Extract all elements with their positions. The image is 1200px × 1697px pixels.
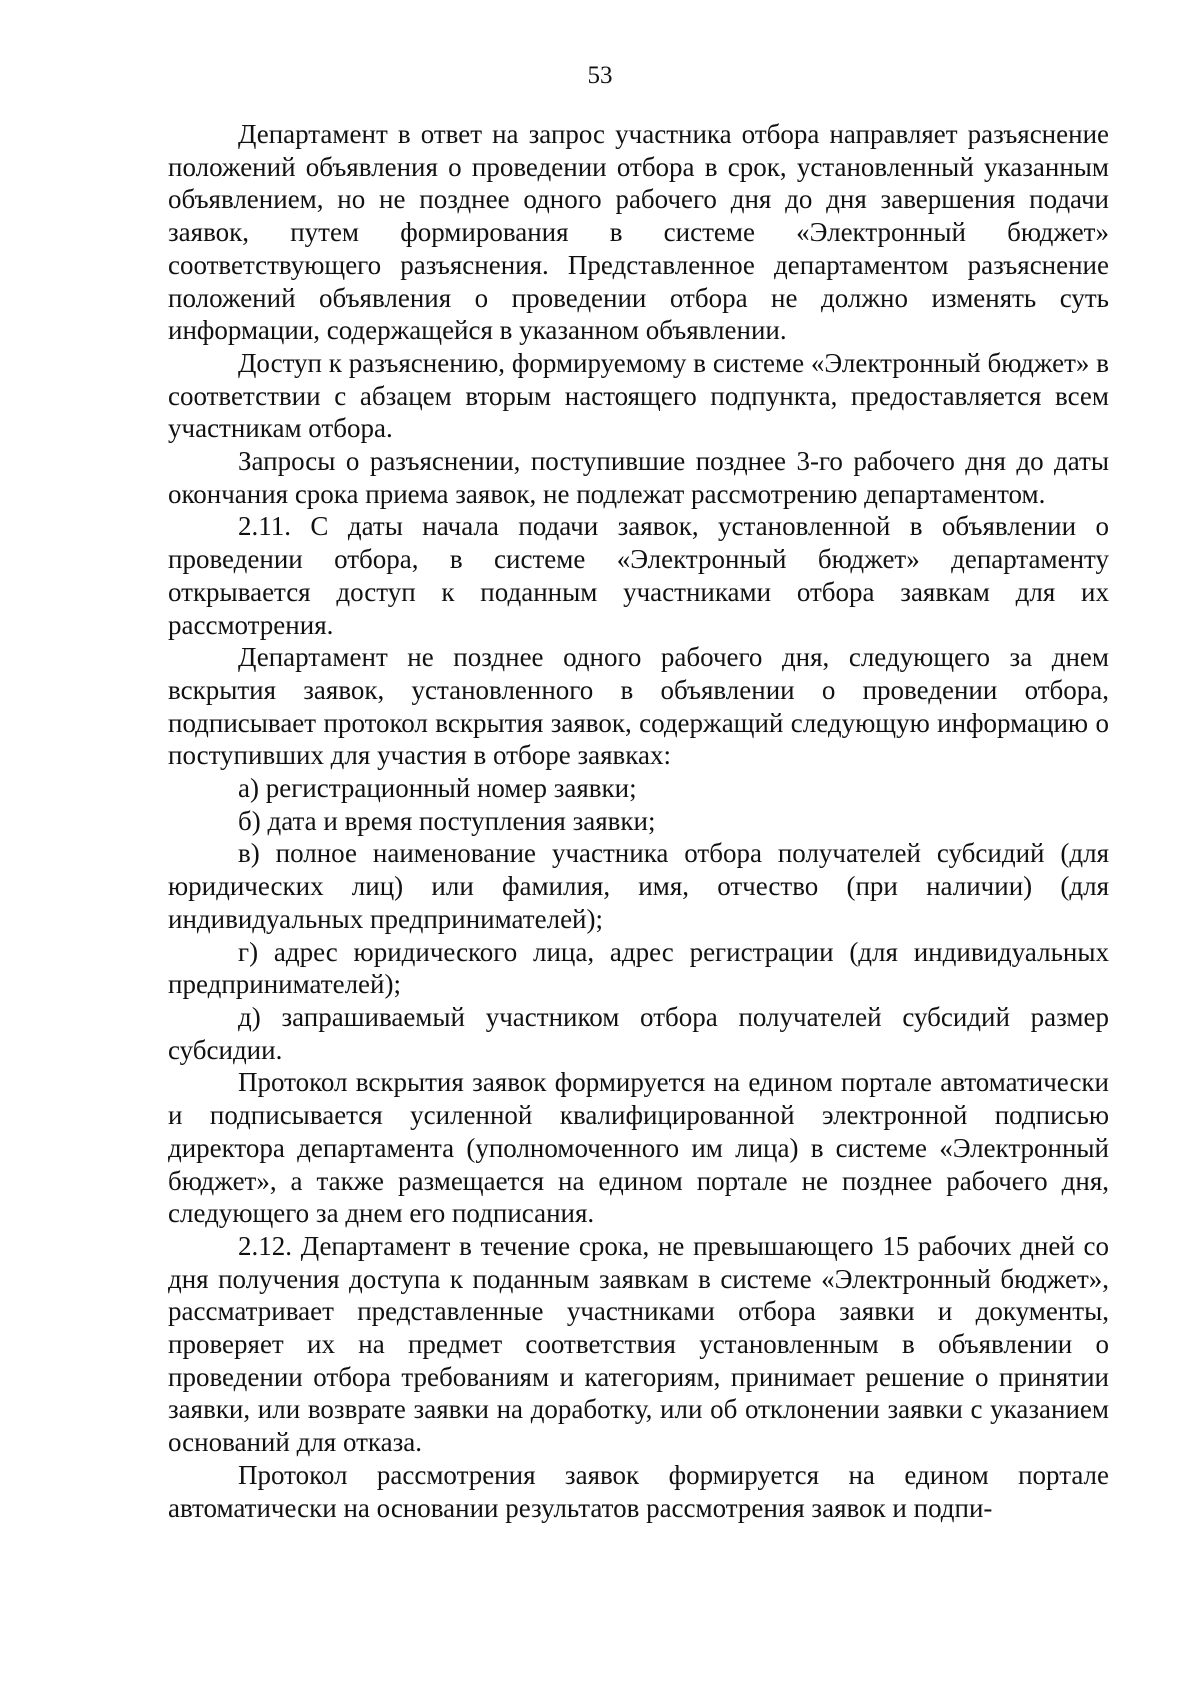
list-item-a: а) регистрационный номер заявки; (238, 773, 637, 804)
list-item-b: б) дата и время поступления заявки; (238, 805, 656, 836)
paragraph-requests: Запросы о разъяснении, поступившие позднее 3-го рабочего дня до даты окончания срока приема заявок, не подлежат рассмотрению департаментом. (168, 446, 1109, 509)
list-item-g: г) адрес юридического лица, адрес регистрации (для индивидуальных предпринимателей); (168, 936, 1109, 1000)
page-number: 53 (587, 62, 613, 89)
paragraph-review-protocol: Протокол рассмотрения заявок формируется на едином портале автоматически на основании результатов рассмотрения заявок и подпи- (168, 1459, 1109, 1523)
paragraph-2-11: 2.11. С даты начала подачи заявок, установленной в объявлении о проведении отбора, в системе «Электронный бюджет» департаменту открывается доступ к поданным участниками отбора заявкам для их рассмотрения. (168, 511, 1109, 640)
paragraph-clarification: Департамент в ответ на запрос участника отбора направляет разъяснение положений объявления о проведении отбора в срок, установленный указанным объявлением, но не позднее одного рабочего дня до дня завершения подачи заявок, путем формирования в системе «Электронный бюджет» соответствующего разъяснения. Представленное департаментом разъяснение положений объявления о проведении отбора не должно изменять суть информации, содержащейся в указанном объявлении. (168, 119, 1109, 346)
paragraph-protocol-signing: Протокол вскрытия заявок формируется на едином портале автоматически и подписывается усиленной квалифицированной электронной подписью директора департамента (уполномоченного им лица) в системе «Электронный бюджет», а также размещается на едином портале не позднее рабочего дня, следующего за днем его подписания. (168, 1067, 1109, 1229)
list-item-d: д) запрашиваемый участником отбора получателей субсидий размер субсидии. (168, 1001, 1109, 1065)
document-body (168, 118, 1109, 1524)
paragraph-2-12: 2.12. Департамент в течение срока, не превышающего 15 рабочих дней со дня получения доступа к поданным заявкам в системе «Электронный бюджет», рассматривает представленные участниками отбора заявки и документы, проверяет их на предмет соответствия установленным в объявлении о проведении отбора требованиям и категориям, принимает решение о принятии заявки, или возврате заявки на доработку, или об отклонении заявки с указанием оснований для отказа. (168, 1230, 1109, 1458)
paragraph-access: Доступ к разъяснению, формируемому в системе «Электронный бюджет» в соответствии с абзацем вторым настоящего подпункта, предоставляется всем участникам отбора. (168, 347, 1109, 444)
list-item-v: в) полное наименование участника отбора получателей субсидий (для юридических лиц) или фамилия, имя, отчество (при наличии) (для индивидуальных предпринимателей); (168, 838, 1109, 934)
paragraph-opening-protocol: Департамент не позднее одного рабочего дня, следующего за днем вскрытия заявок, установленного в объявлении о проведении отбора, подписывает протокол вскрытия заявок, содержащий следующую информацию о поступивших для участия в отборе заявках: (168, 642, 1109, 771)
